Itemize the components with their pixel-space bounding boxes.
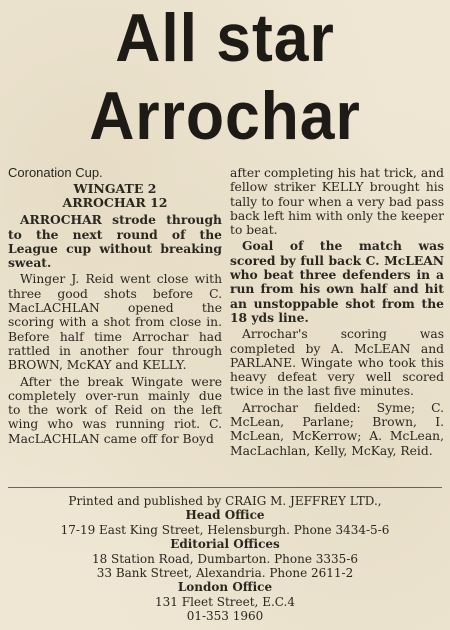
article-paragraph: After the break Wingate were completely over-run mainly due to the work of Reid on the left wing who was running riot. C. MacLACHLAN came off for Boyd (8, 374, 222, 446)
imprint-london-phone: 01-353 1960 (186, 609, 264, 624)
divider-rule (8, 487, 442, 488)
imprint-london-label: London Office (177, 580, 273, 595)
article-paragraph: ARROCHAR strode through to the next round of the League cup without breaking sweat. (8, 212, 222, 271)
article-column-right (230, 166, 444, 484)
article-paragraph: Arrochar's scoring was completed by A. McLEAN and PARLANE. Wingate who took this heavy defeat very well scored twice in the last five minutes. (230, 327, 444, 399)
headline-line-1: All star (115, 0, 335, 76)
headline-line-2: Arrochar (89, 78, 361, 154)
score-line-away: ARROCHAR 12 (62, 195, 168, 211)
article-column-left (8, 166, 222, 484)
imprint-editorial-address-2: 33 Bank Street, Alexandria. Phone 2611-2 (96, 566, 354, 581)
imprint-block (0, 494, 450, 624)
article-paragraph: Goal of the match was scored by full back C. McLEAN who beat three defenders in a run from his own half and hit an unstoppable shot from the 18 yds line. (230, 238, 444, 325)
imprint-head-office-address: 17-19 East King Street, Helensburgh. Phone 3434-5-6 (60, 522, 390, 537)
article-paragraph: after completing his hat trick, and fellow striker KELLY brought his tally to four when a very bad pass back left him with only the keeper to beat. (230, 166, 444, 238)
score-line-home: WINGATE 2 (73, 181, 157, 197)
article-paragraph: Arrochar fielded: Syme; C. McLean, Parlane; Brown, I. McLean, McKerrow; A. McLean, MacLachlan, Kelly, McKay, Reid. (230, 400, 444, 458)
section-label: Coronation Cup. (8, 165, 103, 180)
article-body (8, 166, 444, 484)
imprint-london-address: 131 Fleet Street, E.C.4 (155, 594, 295, 609)
imprint-head-office-label: Head Office (185, 508, 265, 523)
article-paragraph: Winger J. Reid went close with three good shots before C. MacLACHLAN opened the scoring with a shot from close in. Before half time Arrochar had rattled in another four through BROWN, McKAY and KELLY. (8, 272, 222, 373)
imprint-editorial-label: Editorial Offices (170, 537, 280, 552)
score-block (8, 182, 222, 210)
imprint-publisher: Printed and published by CRAIG M. JEFFREY LTD., (68, 494, 382, 508)
imprint-editorial-address-1: 18 Station Road, Dumbarton. Phone 3335-6 (91, 551, 359, 566)
